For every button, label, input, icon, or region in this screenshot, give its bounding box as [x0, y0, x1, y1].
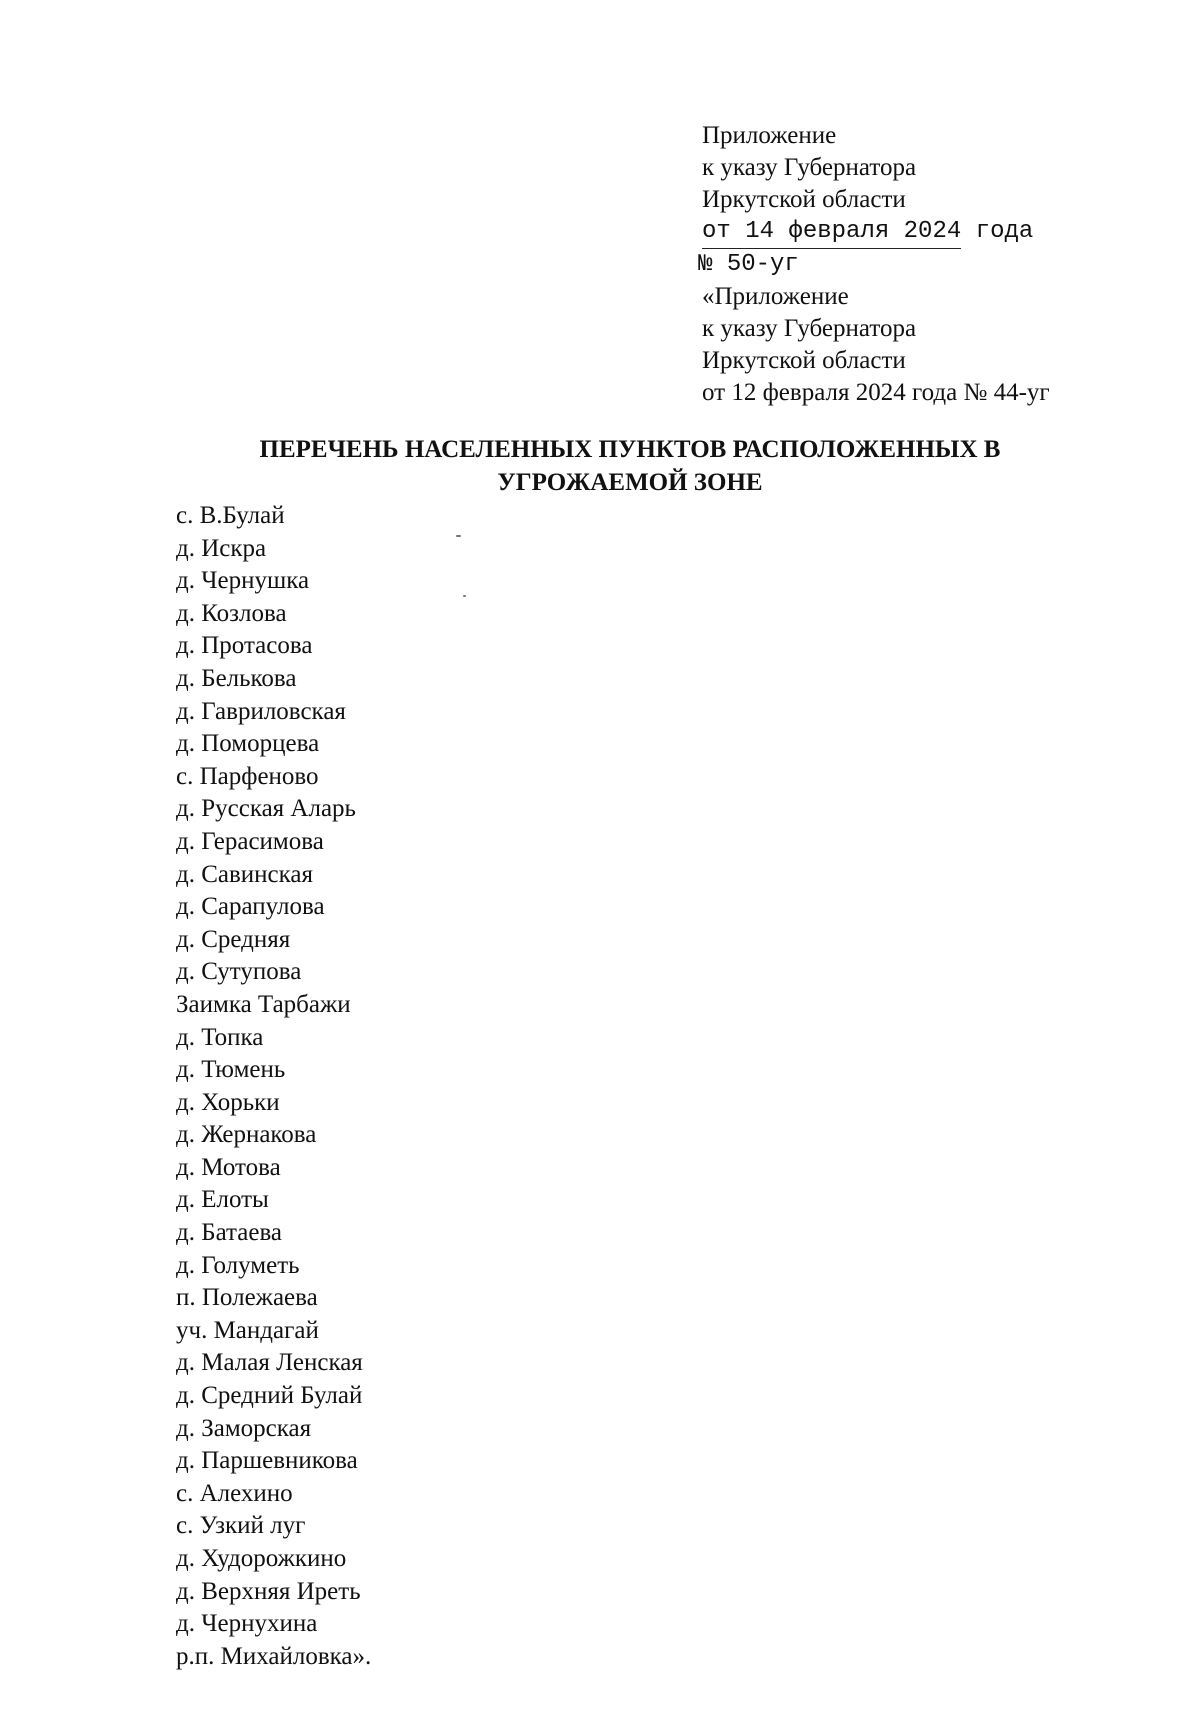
settlement-item: д. Голуметь — [176, 1251, 300, 1279]
scan-speck — [463, 595, 466, 597]
settlement-item: д. Гавриловская — [176, 697, 346, 725]
settlement-item: п. Полежаева — [176, 1284, 318, 1312]
settlement-item: д. Савинская — [176, 860, 314, 888]
settlement-item: д. Герасимова — [176, 827, 324, 855]
settlement-item: д. Поморцева — [176, 730, 320, 758]
settlement-item: д. Елоты — [176, 1186, 269, 1214]
settlement-item: д. Сутупова — [176, 958, 302, 986]
settlement-item: д. Жернакова — [176, 1121, 317, 1149]
settlement-item: д. Чернушка — [176, 567, 310, 595]
settlement-item: с. В.Булай — [176, 502, 285, 529]
date-field — [702, 216, 961, 249]
settlement-item: уч. Мандагай — [176, 1316, 319, 1344]
settlement-item: д. Белькова — [176, 664, 297, 692]
settlement-item: д. Мотова — [176, 1153, 281, 1181]
settlement-item: д. Хорьки — [176, 1088, 280, 1116]
settlement-list — [176, 500, 371, 1673]
settlement-item: д. Худорожкино — [176, 1545, 347, 1572]
quoted-decree-ref: к указу Губернатора — [702, 315, 917, 342]
quoted-appendix-label: «Приложение — [702, 283, 849, 310]
number-value: 50-уг — [726, 251, 799, 278]
title-line-1: ПЕРЕЧЕНЬ НАСЕЛЕННЫХ ПУНКТОВ РАСПОЛОЖЕННЫХ В — [259, 436, 1001, 463]
scan-speck — [456, 535, 461, 537]
appendix-number-line — [698, 249, 1050, 281]
settlement-item: д. Заморская — [176, 1414, 312, 1442]
settlement-item: Заимка Тарбажи — [176, 990, 351, 1018]
date-value: 14 февраля 2024 — [745, 218, 962, 245]
quoted-region: Иркутской области — [702, 347, 906, 374]
settlement-item: д. Протасова — [176, 632, 313, 660]
settlement-item: д. Чернухина — [176, 1610, 318, 1638]
settlement-item: д. Козлова — [176, 599, 287, 627]
settlement-item: д. Средняя — [176, 925, 291, 953]
appendix-header — [698, 120, 1050, 409]
settlement-item: д. Верхняя Иреть — [176, 1577, 361, 1605]
date-prefix: от — [702, 218, 731, 245]
settlement-item: с. Узкий луг — [176, 1512, 306, 1540]
settlement-item: р.п. Михайловка». — [176, 1642, 372, 1670]
settlement-item: с. Алехино — [176, 1479, 293, 1507]
quoted-date-number: от 12 февраля 2024 года № 44-уг — [702, 379, 1050, 406]
title-line-2: УГРОЖАЕМОЙ ЗОНЕ — [497, 469, 763, 496]
settlement-item: д. Сарапулова — [176, 893, 325, 921]
settlement-item: д. Средний Булай — [176, 1382, 363, 1410]
appendix-label: Приложение — [702, 122, 837, 149]
settlement-item: д. Искра — [176, 534, 267, 562]
settlement-item: д. Топка — [176, 1023, 264, 1051]
settlement-item: с. Парфеново — [176, 762, 319, 790]
settlement-item: д. Тюмень — [176, 1056, 286, 1084]
appendix-date-line — [702, 216, 1050, 249]
settlement-item: д. Малая Ленская — [176, 1349, 363, 1377]
number-sign: № — [698, 251, 713, 278]
settlement-item: д. Русская Аларь — [176, 795, 356, 823]
appendix-decree-ref: к указу Губернатора — [702, 154, 917, 181]
date-suffix: года — [975, 218, 1034, 245]
settlement-item: д. Батаева — [176, 1219, 283, 1247]
appendix-region: Иркутской области — [702, 186, 906, 213]
settlement-item: д. Паршевникова — [176, 1447, 358, 1475]
document-title — [150, 433, 1110, 499]
